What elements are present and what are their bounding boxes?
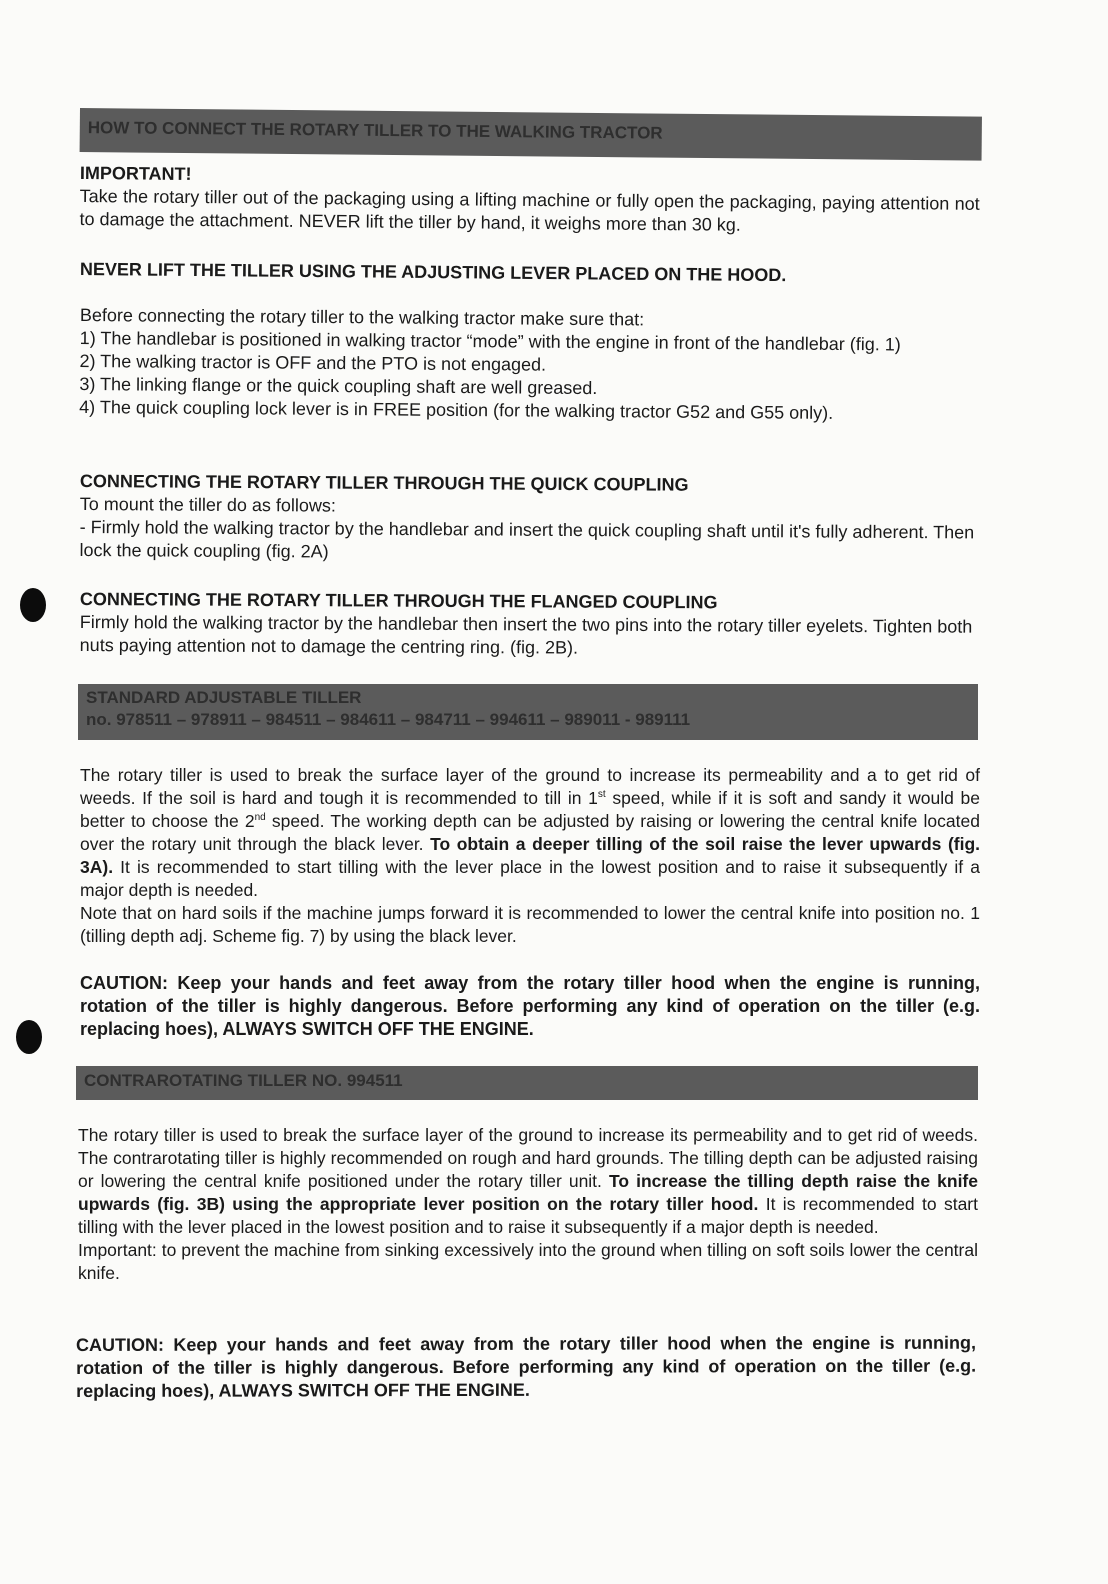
- quick-coupling-text: - Firmly hold the walking tractor by the handlebar and insert the quick coupling shaft until it's fully adherent. Then lock the quick coupling (fig. 2A): [79, 516, 975, 562]
- checklist-item: 1) The handlebar is positioned in walking tractor “mode” with the engine in front of the handlebar (fig. 1): [79, 327, 901, 355]
- checklist-intro: Before connecting the rotary tiller to the walking tractor make sure that:: [79, 304, 645, 330]
- quick-coupling-heading: CONNECTING THE ROTARY TILLER THROUGH THE QUICK COUPLING: [79, 470, 689, 495]
- contrarotating-caution: CAUTION: Keep your hands and feet away from the rotary tiller hood when the engine is running, rotation of the tiller is highly dangerous. Before performing any kind of operation on the tiller (e.g. replacing hoes), ALWAYS SWITCH OFF THE ENGINE.: [76, 1332, 977, 1401]
- section-heading-contrarotating: [76, 1066, 978, 1100]
- section-heading-models: no. 978511 – 978911 – 984511 – 984611 – 984711 – 994611 – 989011 - 989111: [86, 710, 691, 729]
- checklist-item: 4) The quick coupling lock lever is in FREE position (for the walking tractor G52 and G55 only).: [79, 396, 834, 423]
- standard-paragraph-2: Note that on hard soils if the machine jumps forward it is recommended to lower the central knife into position no. 1 (tilling depth adj. Scheme fig. 7) by using the black lever.: [80, 903, 980, 946]
- section-heading-connect: [80, 108, 982, 161]
- section-heading-standard: [78, 684, 978, 740]
- lift-warning: NEVER LIFT THE TILLER USING THE ADJUSTING LEVER PLACED ON THE HOOD.: [79, 258, 787, 286]
- section-heading-text: STANDARD ADJUSTABLE TILLER: [86, 688, 362, 707]
- contrarotating-description: [78, 1124, 978, 1285]
- standard-description: [80, 764, 980, 948]
- section-heading-text: HOW TO CONNECT THE ROTARY TILLER TO THE WALKING TRACTOR: [87, 118, 663, 143]
- quick-coupling-block: [79, 470, 980, 567]
- standard-caution: CAUTION: Keep your hands and feet away from the rotary tiller hood when the engine is running, rotation of the tiller is highly dangerous. Before performing any kind of operation on the tiller (e.g. replacing hoes), ALWAYS SWITCH OFF THE ENGINE.: [80, 973, 980, 1039]
- important-text: Take the rotary tiller out of the packaging using a lifting machine or fully open the packaging, paying attention not to damage the attachment. NEVER lift the tiller by hand, it weighs more than 30 kg.: [79, 185, 980, 235]
- flanged-coupling-text: Firmly hold the walking tractor by the handlebar then insert the two pins into the rotary tiller eyelets. Tighten both nuts paying attention not to damage the centring ring. (fig. 2B).: [79, 611, 973, 658]
- checklist-block: [79, 304, 980, 426]
- important-label: IMPORTANT!: [79, 162, 192, 184]
- checklist-item: 3) The linking flange or the quick coupling shaft are well greased.: [79, 373, 598, 399]
- important-block: [79, 162, 980, 239]
- standard-paragraph-1: The rotary tiller is used to break the surface layer of the ground to increase its permeability and a to get rid of weeds. If the soil is hard and tough it is recommended to till in 1st speed, while if it is soft and sandy it would be better to choose the 2nd speed. The working depth can be adjusted by raising or lowering the central knife located over the rotary unit through the black lever. To obtain a deeper tilling of the soil raise the lever upwards (fig. 3A). It is recommended to start tilling with the lever place in the lowest position and to raise it subsequently if a major depth is needed.: [80, 765, 981, 900]
- binder-hole-icon: [20, 588, 46, 622]
- contrarotating-paragraph-2: Important: to prevent the machine from sinking excessively into the ground when tilling on soft soils lower the central knife.: [78, 1240, 978, 1283]
- checklist-item: 2) The walking tractor is OFF and the PTO is not engaged.: [79, 350, 547, 375]
- flanged-coupling-block: [80, 588, 980, 662]
- binder-hole-icon: [16, 1020, 42, 1054]
- section-heading-text: CONTRAROTATING TILLER NO. 994511: [84, 1071, 403, 1090]
- flanged-coupling-heading: CONNECTING THE ROTARY TILLER THROUGH THE FLANGED COUPLING: [79, 589, 718, 613]
- contrarotating-paragraph-1: The rotary tiller is used to break the surface layer of the ground to increase its permeability and to get rid of weeds. The contrarotating tiller is highly recommended on rough and hard grounds. The tilling depth can be adjusted raising or lowering the central knife positioned under the rotary tiller unit. To increase the tilling depth raise the knife upwards (fig. 3B) using the appropriate lever position on the rotary tiller hood. It is recommended to start tilling with the lever placed in the lowest position and to raise it subsequently if a major depth is needed.: [78, 1125, 978, 1237]
- quick-coupling-intro: To mount the tiller do as follows:: [79, 493, 336, 516]
